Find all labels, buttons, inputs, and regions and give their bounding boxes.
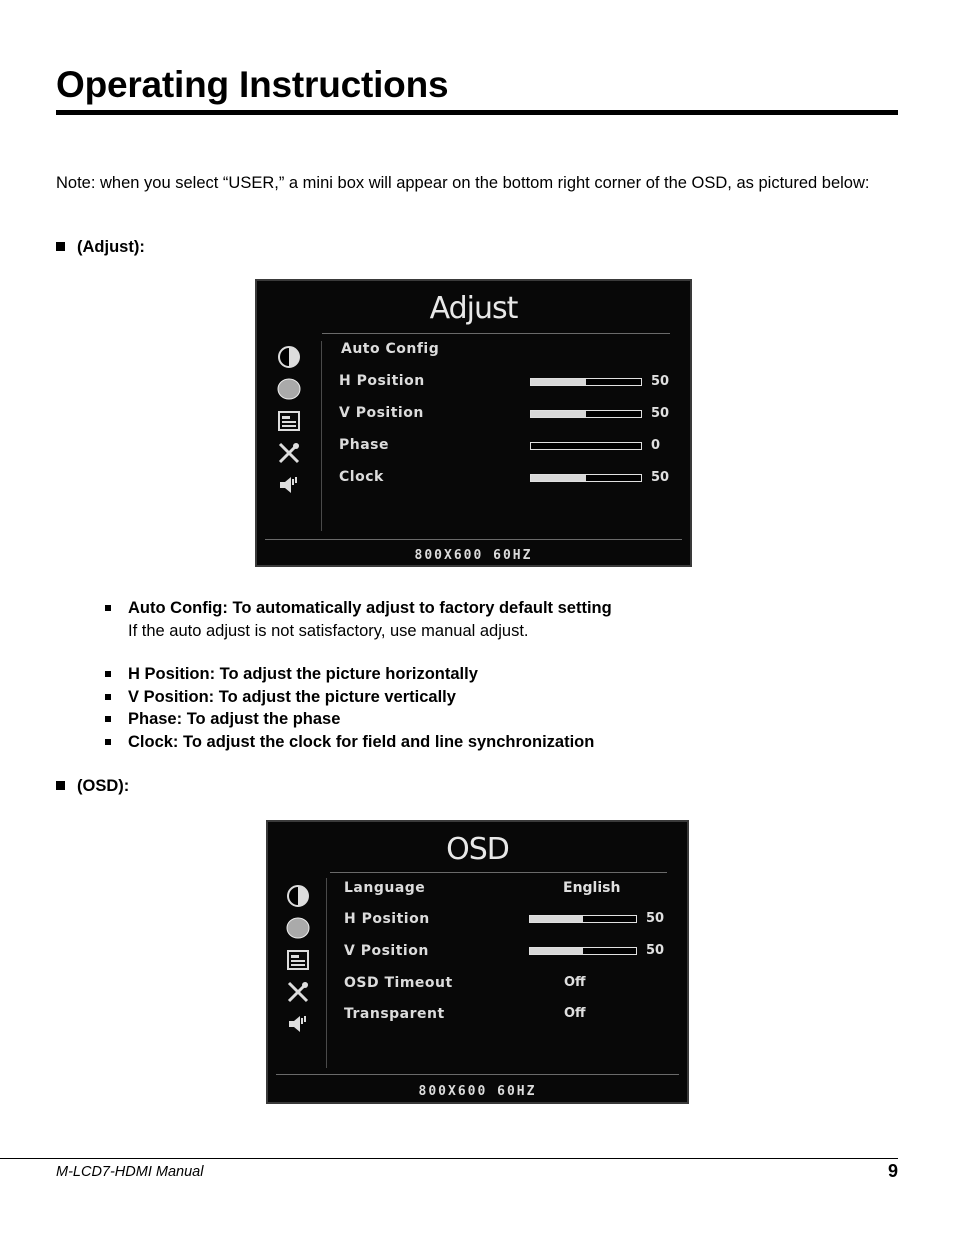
contrast-icon [277, 345, 301, 369]
list-item: V Position: To adjust the picture vertically [103, 686, 612, 709]
list-item: H Position: To adjust the picture horizontally [103, 663, 612, 686]
osd-top-rule [322, 333, 670, 334]
clock-slider[interactable] [530, 474, 642, 482]
osd-row-label: Transparent [344, 1006, 445, 1022]
adjust-heading [56, 238, 145, 257]
contrast-icon [286, 884, 310, 908]
picture-icon [277, 377, 301, 401]
osd-row-label: Phase [339, 437, 390, 453]
osd-row-value: 50 [651, 470, 670, 485]
osd-row-label: OSD Timeout [344, 975, 453, 991]
slider-fill [530, 916, 583, 922]
list-item: Clock: To adjust the clock for field and line synchronization [103, 731, 612, 754]
osd-row-value: 50 [651, 374, 670, 389]
osd-menu-icon [277, 409, 301, 433]
osd-heading [56, 777, 129, 796]
osd-divider [326, 878, 327, 1068]
page-number: 9 [887, 1161, 898, 1181]
osd-resolution-status: 800X600 60HZ [414, 548, 533, 563]
osd-row-label: H Position [339, 373, 425, 389]
note-paragraph: Note: when you select “USER,” a mini box will appear on the bottom right corner of the OSD, as pictured below: [56, 174, 870, 192]
osd-row-label: Auto Config [341, 341, 440, 357]
osd-osd-screenshot [266, 820, 689, 1104]
list-item: Auto Config: To automatically adjust to factory default setting [103, 597, 612, 620]
adjust-heading-label: (Adjust): [77, 238, 145, 256]
osd-resolution-status: 800X600 60HZ [418, 1084, 537, 1099]
tools-icon [286, 980, 310, 1004]
audio-icon [286, 1012, 310, 1036]
osd-row-value: 50 [651, 406, 670, 421]
tools-icon [277, 441, 301, 465]
language-value[interactable]: English [563, 880, 621, 896]
osd-menu-icon [286, 948, 310, 972]
osd-divider [321, 341, 322, 531]
list-item-note: If the auto adjust is not satisfactory, use manual adjust. [128, 621, 529, 640]
slider-fill [531, 475, 586, 481]
osd-top-rule [330, 872, 667, 873]
osd-row-value: 50 [646, 911, 665, 926]
slider-fill [531, 379, 586, 385]
osd-bottom-rule [276, 1074, 679, 1075]
osd-heading-label: (OSD): [77, 777, 130, 795]
adjust-osd-screenshot [255, 279, 692, 567]
audio-icon [277, 473, 301, 497]
h-position-slider[interactable] [530, 378, 642, 386]
osd-row-label: V Position [339, 405, 424, 421]
v-position-slider[interactable] [530, 410, 642, 418]
osd-row-label: Language [344, 880, 426, 896]
footer-rule [0, 1158, 898, 1159]
osd-icon-column [277, 345, 301, 497]
adjust-bullet-list [103, 597, 612, 753]
osd-timeout-value[interactable]: Off [564, 975, 586, 990]
osd-row-label: H Position [344, 911, 430, 927]
page-title: Operating Instructions [56, 64, 449, 105]
phase-slider[interactable] [530, 442, 642, 450]
osd-bottom-rule [265, 539, 682, 540]
osd-icon-column [286, 884, 310, 1036]
list-item: Phase: To adjust the phase [103, 708, 612, 731]
osd-menu-title: OSD [446, 832, 509, 867]
osd-row-label: V Position [344, 943, 429, 959]
slider-fill [531, 411, 586, 417]
manual-name: M-LCD7-HDMI Manual [56, 1164, 204, 1180]
osd-row-label: Clock [339, 469, 384, 485]
title-rule [56, 110, 898, 115]
osd-v-position-slider[interactable] [529, 947, 637, 955]
square-bullet-icon [56, 242, 65, 251]
transparent-value[interactable]: Off [564, 1006, 586, 1021]
osd-menu-title: Adjust [429, 291, 518, 326]
osd-row-value: 0 [651, 438, 661, 453]
square-bullet-icon [56, 781, 65, 790]
picture-icon [286, 916, 310, 940]
slider-fill [530, 948, 583, 954]
osd-h-position-slider[interactable] [529, 915, 637, 923]
osd-row-value: 50 [646, 943, 665, 958]
